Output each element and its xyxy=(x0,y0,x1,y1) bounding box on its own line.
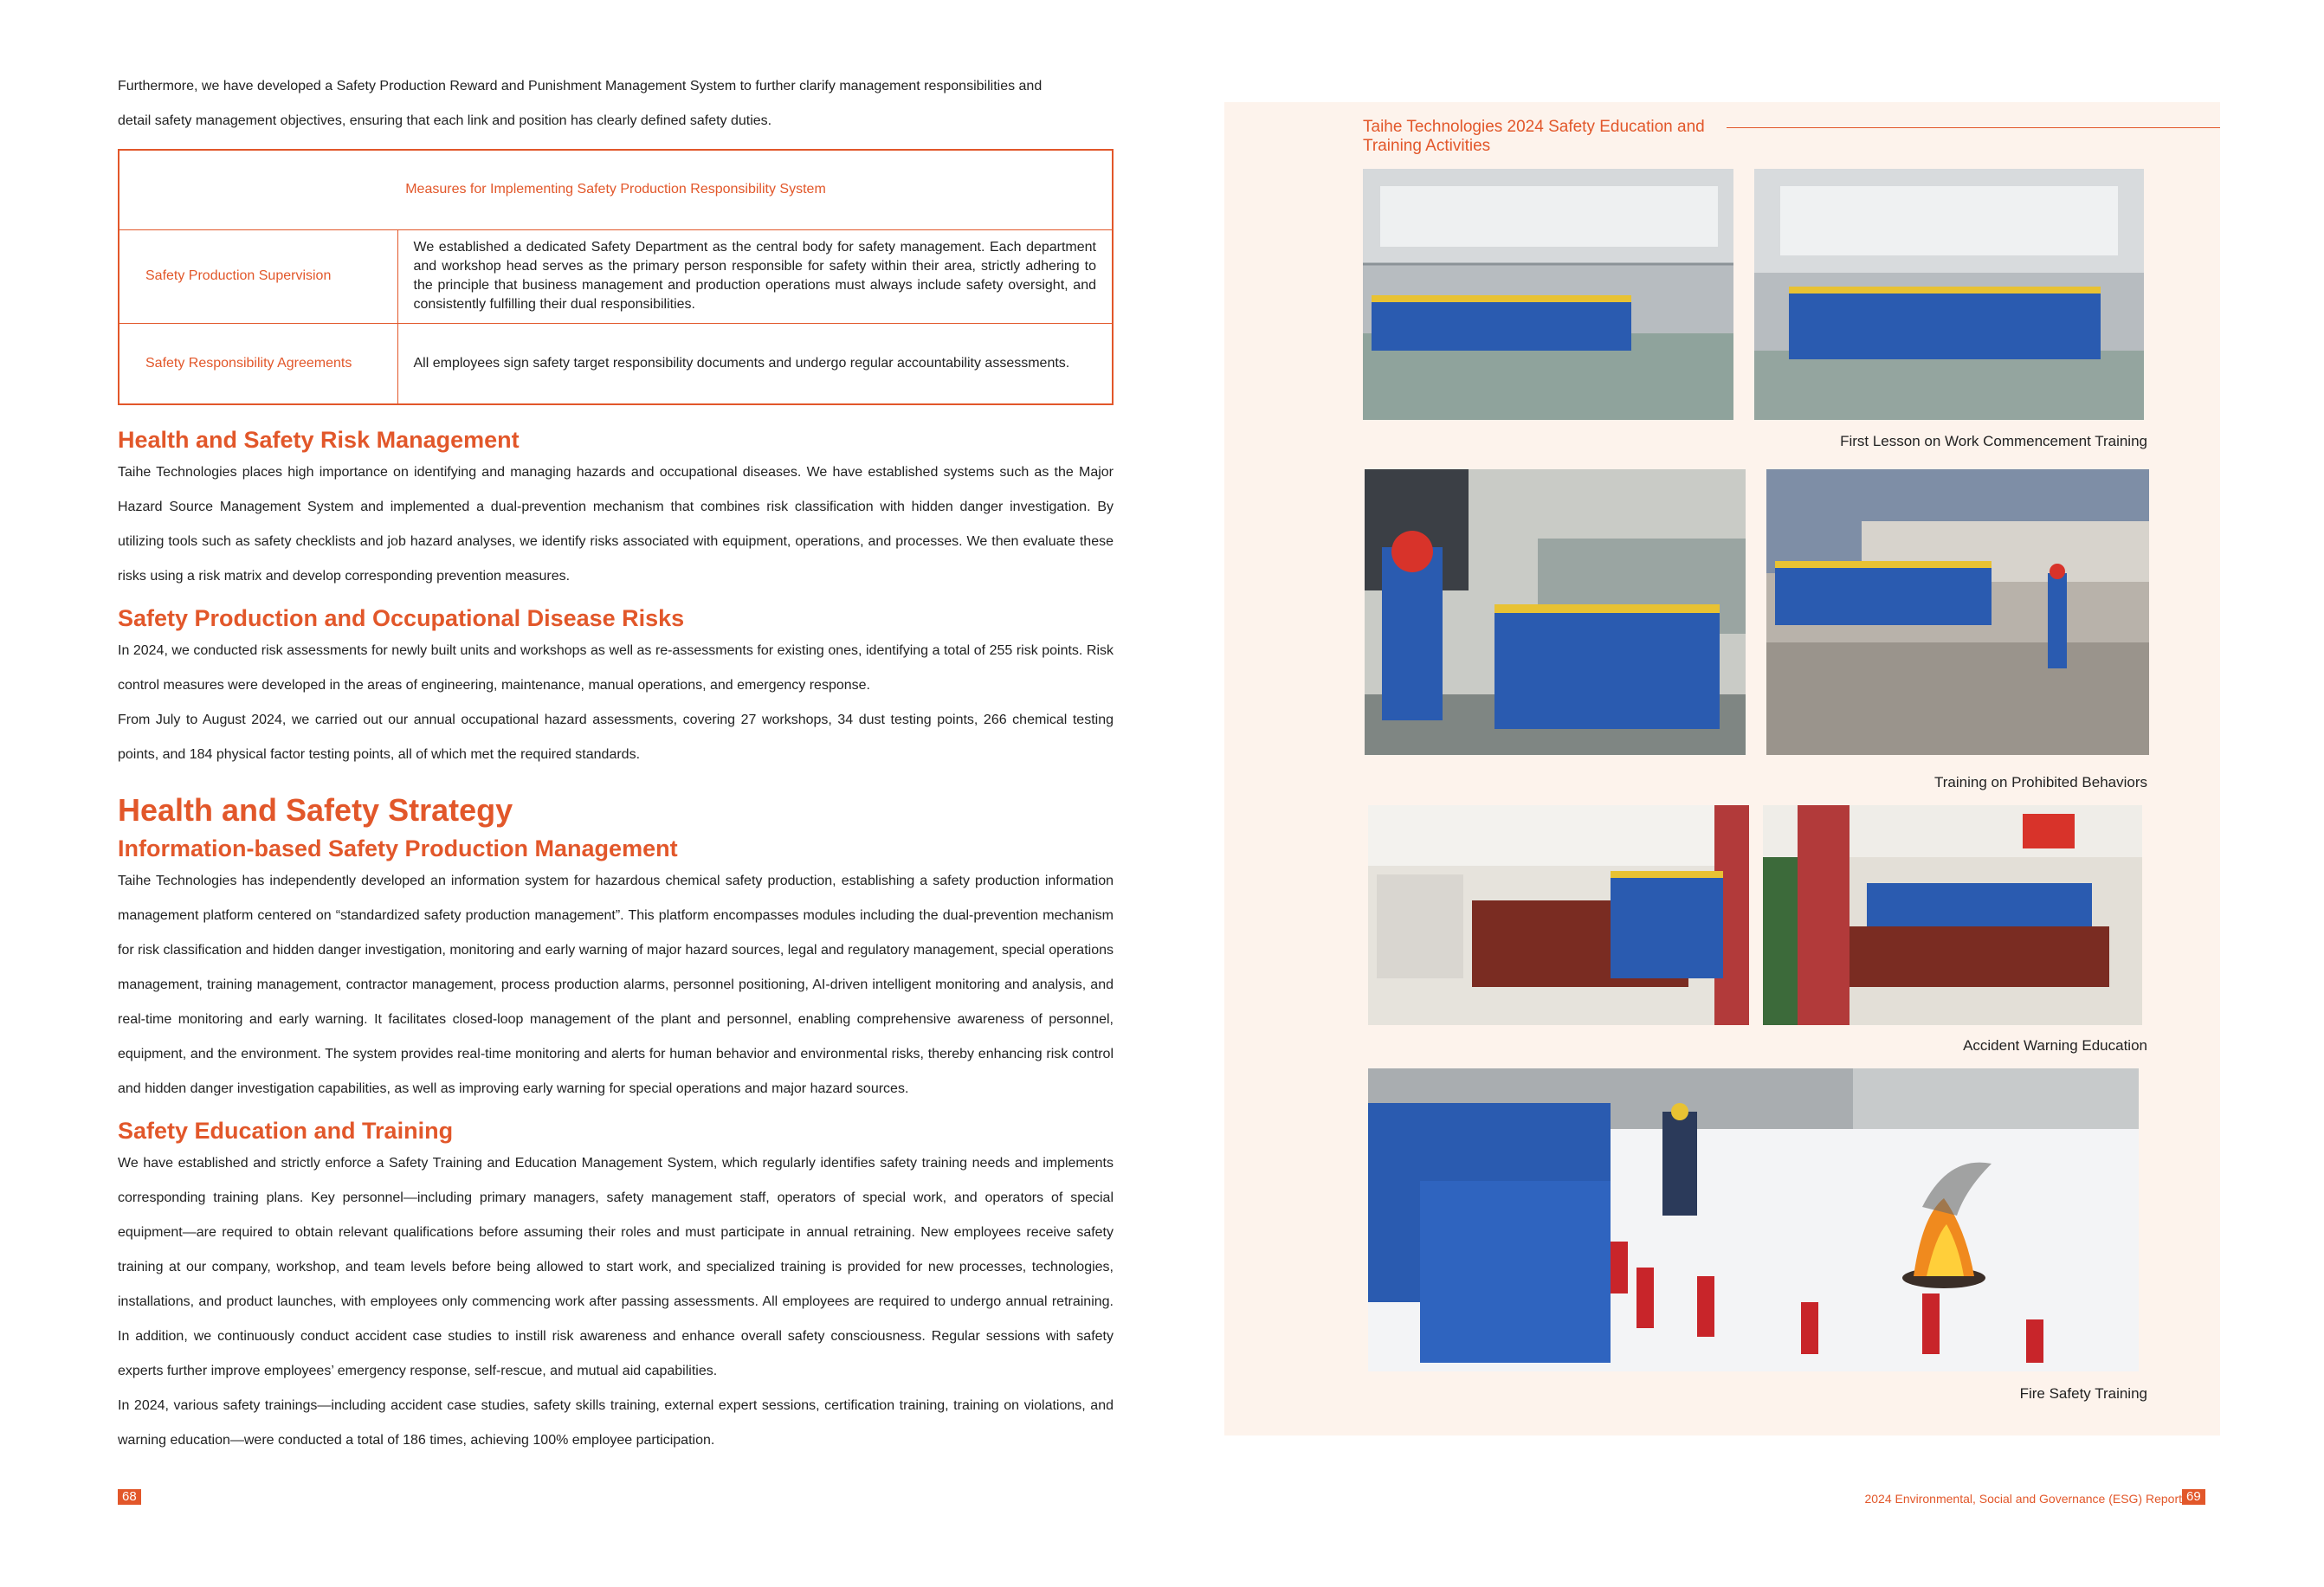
panel-title-rule xyxy=(1727,127,2220,128)
photo-first-lesson-hall-1 xyxy=(1363,169,1733,420)
photo-fire-safety-training xyxy=(1368,1068,2139,1371)
measure-label: Safety Responsibility Agreements xyxy=(119,323,397,404)
photo-accident-meeting-1 xyxy=(1368,805,1749,1025)
risk-management-body: Taihe Technologies places high importance on identifying and managing hazards and occupational diseases. We have established systems such as the Major Hazard Source Management System and implemented a dual-prevention mechanism that combines risk classification with hidden danger investigation. By utilizing tools such as safety checklists and job hazard analyses, we identify risks associated with equipment, operations, and processes. We then evaluate these risks using a risk matrix and develop corresponding prevention measures. xyxy=(118,465,1114,584)
report-title-footer: 2024 Environmental, Social and Governance (ESG) Report xyxy=(1864,1492,2182,1506)
education-body-1: We have established and strictly enforce a Safety Training and Education Management System, which regularly identifies safety training needs and implements corresponding training plans. Key personnel—including primary managers, safety management staff, operators of special work, and operators of special equipment—are required to obtain relevant qualifications before assuming their roles and must participate in annual retraining. New employees receive safety training at our company, workshop, and team levels before being allowed to start work, and specialized training is provided for new processes, technologies, installations, and product launches, with employees only commencing work after passing assessments. All employees are required to undergo annual retraining. In addition, we continuously conduct accident case studies to instill risk awareness and enhance overall safety consciousness. Regular sessions with safety experts further improve employees’ emergency response, self-rescue, and mutual aid capabilities. xyxy=(118,1156,1114,1378)
photo-prohibited-outdoor xyxy=(1766,469,2149,755)
occupational-risk-heading: Safety Production and Occupational Disease Risks xyxy=(118,605,685,631)
table-row xyxy=(119,229,1113,323)
measure-text: We established a dedicated Safety Department as the central body for safety management. Each department and workshop head serves as the primary person responsible for safety within their area, strictly adhering to the principle that business management and production operations must always include safety oversight, and consistently fulfilling their dual responsibilities. xyxy=(397,229,1113,323)
measures-table-title: Measures for Implementing Safety Production Responsibility System xyxy=(119,150,1113,229)
strategy-heading: Health and Safety Strategy xyxy=(118,792,513,828)
caption-fire: Fire Safety Training xyxy=(2019,1385,2147,1402)
left-page-number: 68 xyxy=(118,1489,141,1505)
info-management-heading: Information-based Safety Production Management xyxy=(118,835,678,861)
intro-line-2: detail safety management objectives, ensuring that each link and position has clearly defined safety duties. xyxy=(118,113,772,128)
caption-first-lesson: First Lesson on Work Commencement Training xyxy=(1840,433,2147,449)
measure-text: All employees sign safety target responsibility documents and undergo regular accountability assessments. xyxy=(397,323,1113,404)
caption-accident: Accident Warning Education xyxy=(1963,1037,2147,1054)
education-body-2: In 2024, various safety trainings—including accident case studies, safety skills training, external expert sessions, certification training, training on violations, and warning education—were conducted a total of 186 times, achieving 100% employee participation. xyxy=(118,1398,1114,1448)
table-row xyxy=(119,323,1113,404)
education-heading: Safety Education and Training xyxy=(118,1118,454,1144)
left-page xyxy=(118,69,1114,1458)
training-photo-panel xyxy=(1224,102,2220,1435)
right-page-number: 69 xyxy=(2182,1489,2205,1505)
intro-line-1: Furthermore, we have developed a Safety Production Reward and Punishment Management System to further clarify management responsibilities and xyxy=(118,79,1043,94)
info-management-body: Taihe Technologies has independently developed an information system for hazardous chemical safety production, establishing a safety production information management platform centered on “standardized safety production management”. This platform encompasses modules including the dual-prevention mechanism for risk classification and hidden danger investigation, monitoring and early warning of major hazard sources, legal and regulatory management, special operations management, training management, contractor management, process production alarms, personnel positioning, AI-driven intelligent monitoring and analysis, and real-time monitoring and early warning. It facilitates closed-loop management of the plant and personnel, enabling comprehensive awareness of personnel, equipment, and the environment. The system provides real-time monitoring and alerts for human behavior and environmental risks, thereby enhancing risk control and hidden danger investigation capabilities, as well as improving early warning for special operations and major hazard sources. xyxy=(118,874,1114,1096)
caption-prohibited: Training on Prohibited Behaviors xyxy=(1933,774,2147,790)
risk-management-heading: Health and Safety Risk Management xyxy=(118,427,520,453)
measures-table xyxy=(118,149,1114,405)
measure-label: Safety Production Supervision xyxy=(119,229,397,323)
occupational-risk-body-1: In 2024, we conducted risk assessments for newly built units and workshops as well as re-assessments for existing ones, identifying a total of 255 risk points. Risk control measures were developed in the areas of engineering, maintenance, manual operations, and emergency response. xyxy=(118,643,1114,693)
occupational-risk-body-2: From July to August 2024, we carried out our annual occupational hazard assessments, covering 27 workshops, 34 dust testing points, 266 chemical testing points, and 184 physical factor testing points, all of which met the required standards. xyxy=(118,713,1114,762)
photo-first-lesson-hall-2 xyxy=(1754,169,2144,420)
photo-prohibited-control-room xyxy=(1365,469,1746,755)
photo-accident-meeting-2 xyxy=(1763,805,2142,1025)
panel-title: Taihe Technologies 2024 Safety Education and Training Activities xyxy=(1363,118,1705,155)
